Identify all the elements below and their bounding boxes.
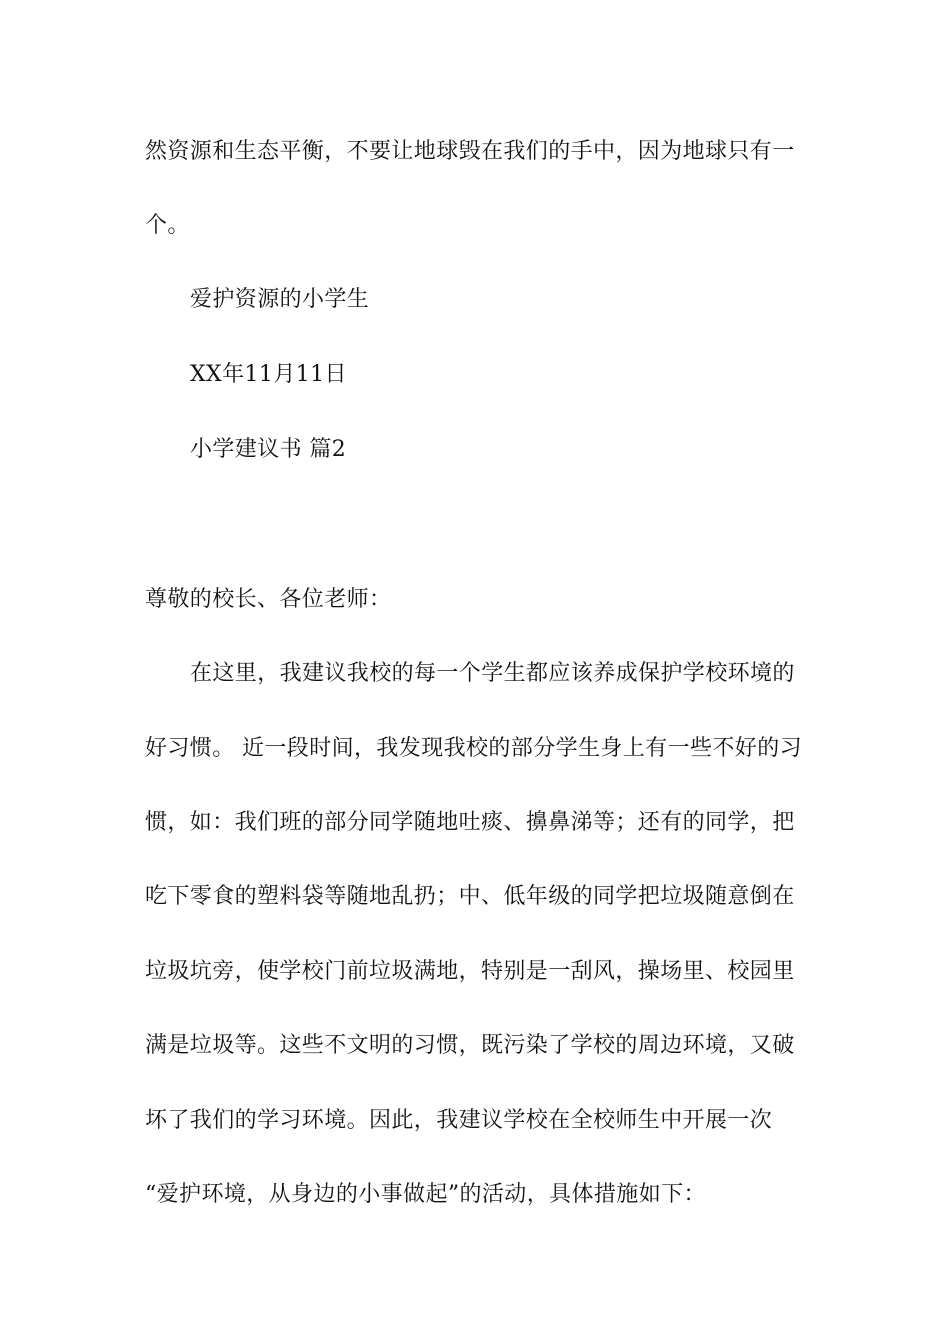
paragraph-line: 好习惯。 近一段时间，我发现我校的部分学生身上有一些不好的习 [145, 736, 802, 761]
paragraph-line: 在这里，我建议我校的每一个学生都应该养成保护学校环境的 [190, 661, 795, 686]
salutation: 尊敬的校长、各位老师： [145, 587, 392, 612]
paragraph-line: 惯，如：我们班的部分同学随地吐痰、擤鼻涕等；还有的同学，把 [145, 810, 795, 835]
signature: 爱护资源的小学生 [190, 287, 370, 312]
paragraph-line: 然资源和生态平衡，不要让地球毁在我们的手中，因为地球只有一 [145, 139, 795, 164]
paragraph-line: 坏了我们的学习环境。因此，我建议学校在全校师生中开展一次 [145, 1108, 773, 1133]
section-title: 小学建议书 篇2 [190, 437, 347, 462]
paragraph-line: 个。 [145, 213, 190, 238]
paragraph-line: “爱护环境，从身边的小事做起”的活动，具体措施如下： [145, 1182, 706, 1207]
paragraph-line: 垃圾坑旁，使学校门前垃圾满地，特别是一刮风，操场里、校园里 [145, 959, 795, 984]
paragraph-line: 吃下零食的塑料袋等随地乱扔；中、低年级的同学把垃圾随意倒在 [145, 884, 795, 909]
paragraph-line: 满是垃圾等。这些不文明的习惯，既污染了学校的周边环境，又破 [145, 1033, 795, 1058]
date: XX年11月11日 [190, 362, 347, 387]
